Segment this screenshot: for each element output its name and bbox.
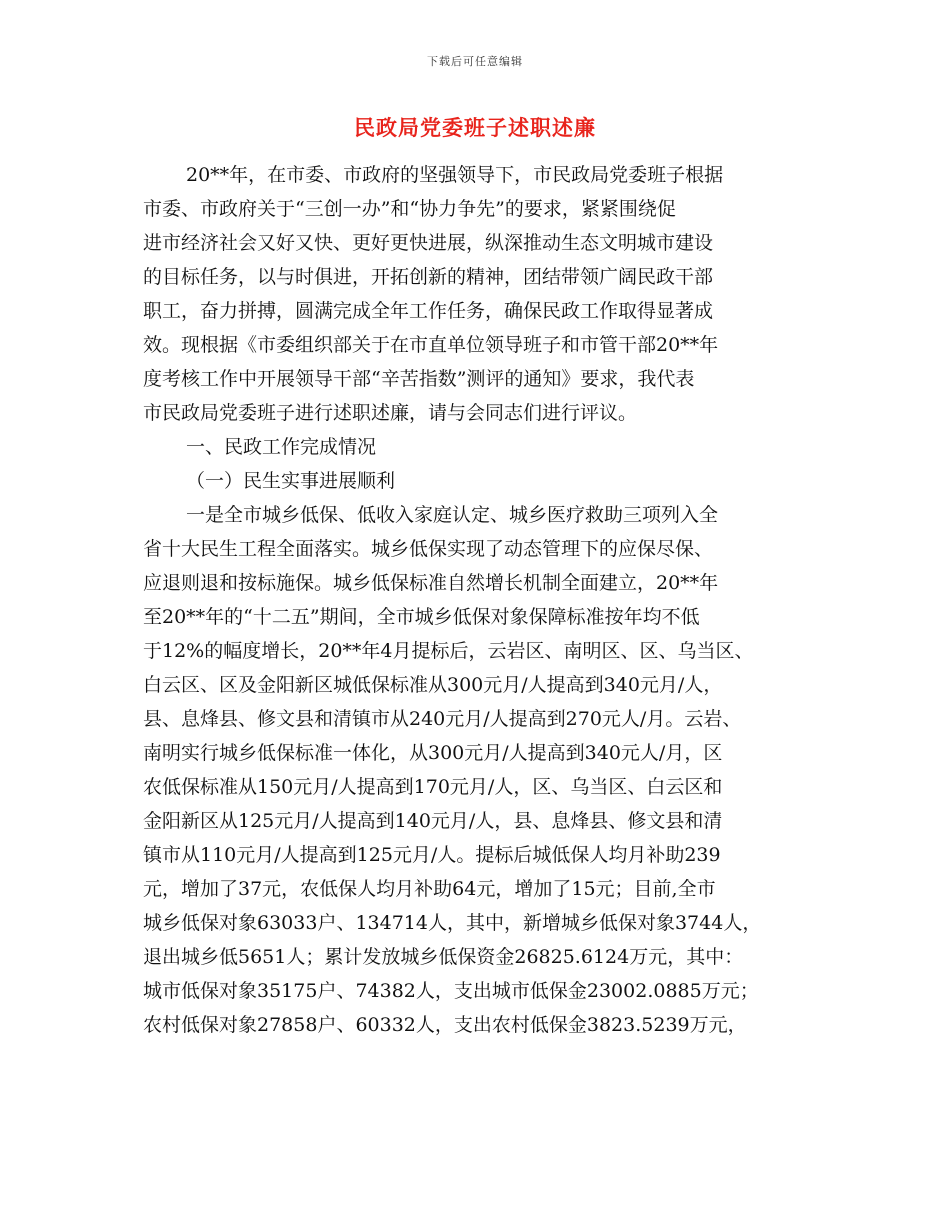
section-heading: 一、民政工作完成情况 (186, 436, 377, 458)
paragraph-line: 农村低保对象27858户、60332人，支出农村低保金3823.5239万元， (143, 1014, 747, 1036)
paragraph-line: 应退则退和按标施保。城乡低保标准自然增长机制全面建立，20**年 (143, 572, 719, 594)
paragraph-line: 于12%的幅度增长，20**年4月提标后，云岩区、南明区、区、乌当区、 (143, 640, 754, 662)
paragraph-line: 南明实行城乡低保标准一体化，从300元月/人提高到340元人/月，区 (143, 742, 723, 764)
paragraph-line: 城市低保对象35175户、74382人，支出城市低保金23002.0885万元； (143, 980, 759, 1002)
paragraph-line: 白云区、区及金阳新区城低保标准从300元月/人提高到340元月/人， (143, 674, 723, 696)
paragraph-line: 的目标任务，以与时俱进，开拓创新的精神，团结带领广阔民政干部 (143, 266, 714, 288)
paragraph-line: 进市经济社会又好又快、更好更快进展，纵深推动生态文明城市建设 (143, 232, 714, 254)
document-title: 民政局党委班子述职述廉 (354, 116, 596, 140)
paragraph-line: 效。现根据《市委组织部关于在市直单位领导班子和市管干部20**年 (143, 334, 719, 356)
paragraph-line: 农低保标准从150元月/人提高到170元月/人，区、乌当区、白云区和 (143, 776, 723, 798)
paragraph-line: 县、息烽县、修文县和清镇市从240元月/人提高到270元人/月。云岩、 (143, 708, 742, 730)
paragraph-line: 镇市从110元月/人提高到125元月/人。提标后城低保人均月补助239 (143, 844, 721, 866)
header-note: 下载后可任意编辑 (427, 55, 523, 68)
paragraph-line: 元，增加了37元，农低保人均月补助64元，增加了15元；目前,全市 (143, 878, 716, 900)
paragraph-line: 市委、市政府关于“三创一办”和“协力争先”的要求，紧紧围绕促 (143, 198, 676, 220)
paragraph-line: 城乡低保对象63033户、134714人，其中，新增城乡低保对象3744人， (143, 912, 762, 934)
subsection-heading: （一）民生实事进展顺利 (186, 470, 396, 492)
paragraph-line: 度考核工作中开展领导干部“辛苦指数”测评的通知》要求，我代表 (143, 368, 695, 390)
paragraph-line: 金阳新区从125元月/人提高到140元月/人，县、息烽县、修文县和清 (143, 810, 723, 832)
paragraph-line: 市民政局党委班子进行述职述廉，请与会同志们进行评议。 (143, 402, 638, 424)
paragraph-line: 职工，奋力拼搏，圆满完成全年工作任务，确保民政工作取得显著成 (143, 300, 714, 322)
paragraph-line: 省十大民生工程全面落实。城乡低保实现了动态管理下的应保尽保、 (143, 538, 714, 560)
paragraph-line: 退出城乡低5651人；累计发放城乡低保资金26825.6124万元，其中： (143, 946, 744, 968)
paragraph-line: 至20**年的“十二五”期间，全市城乡低保对象保障标准按年均不低 (143, 606, 700, 628)
paragraph-line: 20**年，在市委、市政府的坚强领导下，市民政局党委班子根据 (186, 164, 724, 186)
paragraph-line: 一是全市城乡低保、低收入家庭认定、城乡医疗救助三项列入全 (186, 504, 719, 526)
document-body (143, 158, 808, 1042)
